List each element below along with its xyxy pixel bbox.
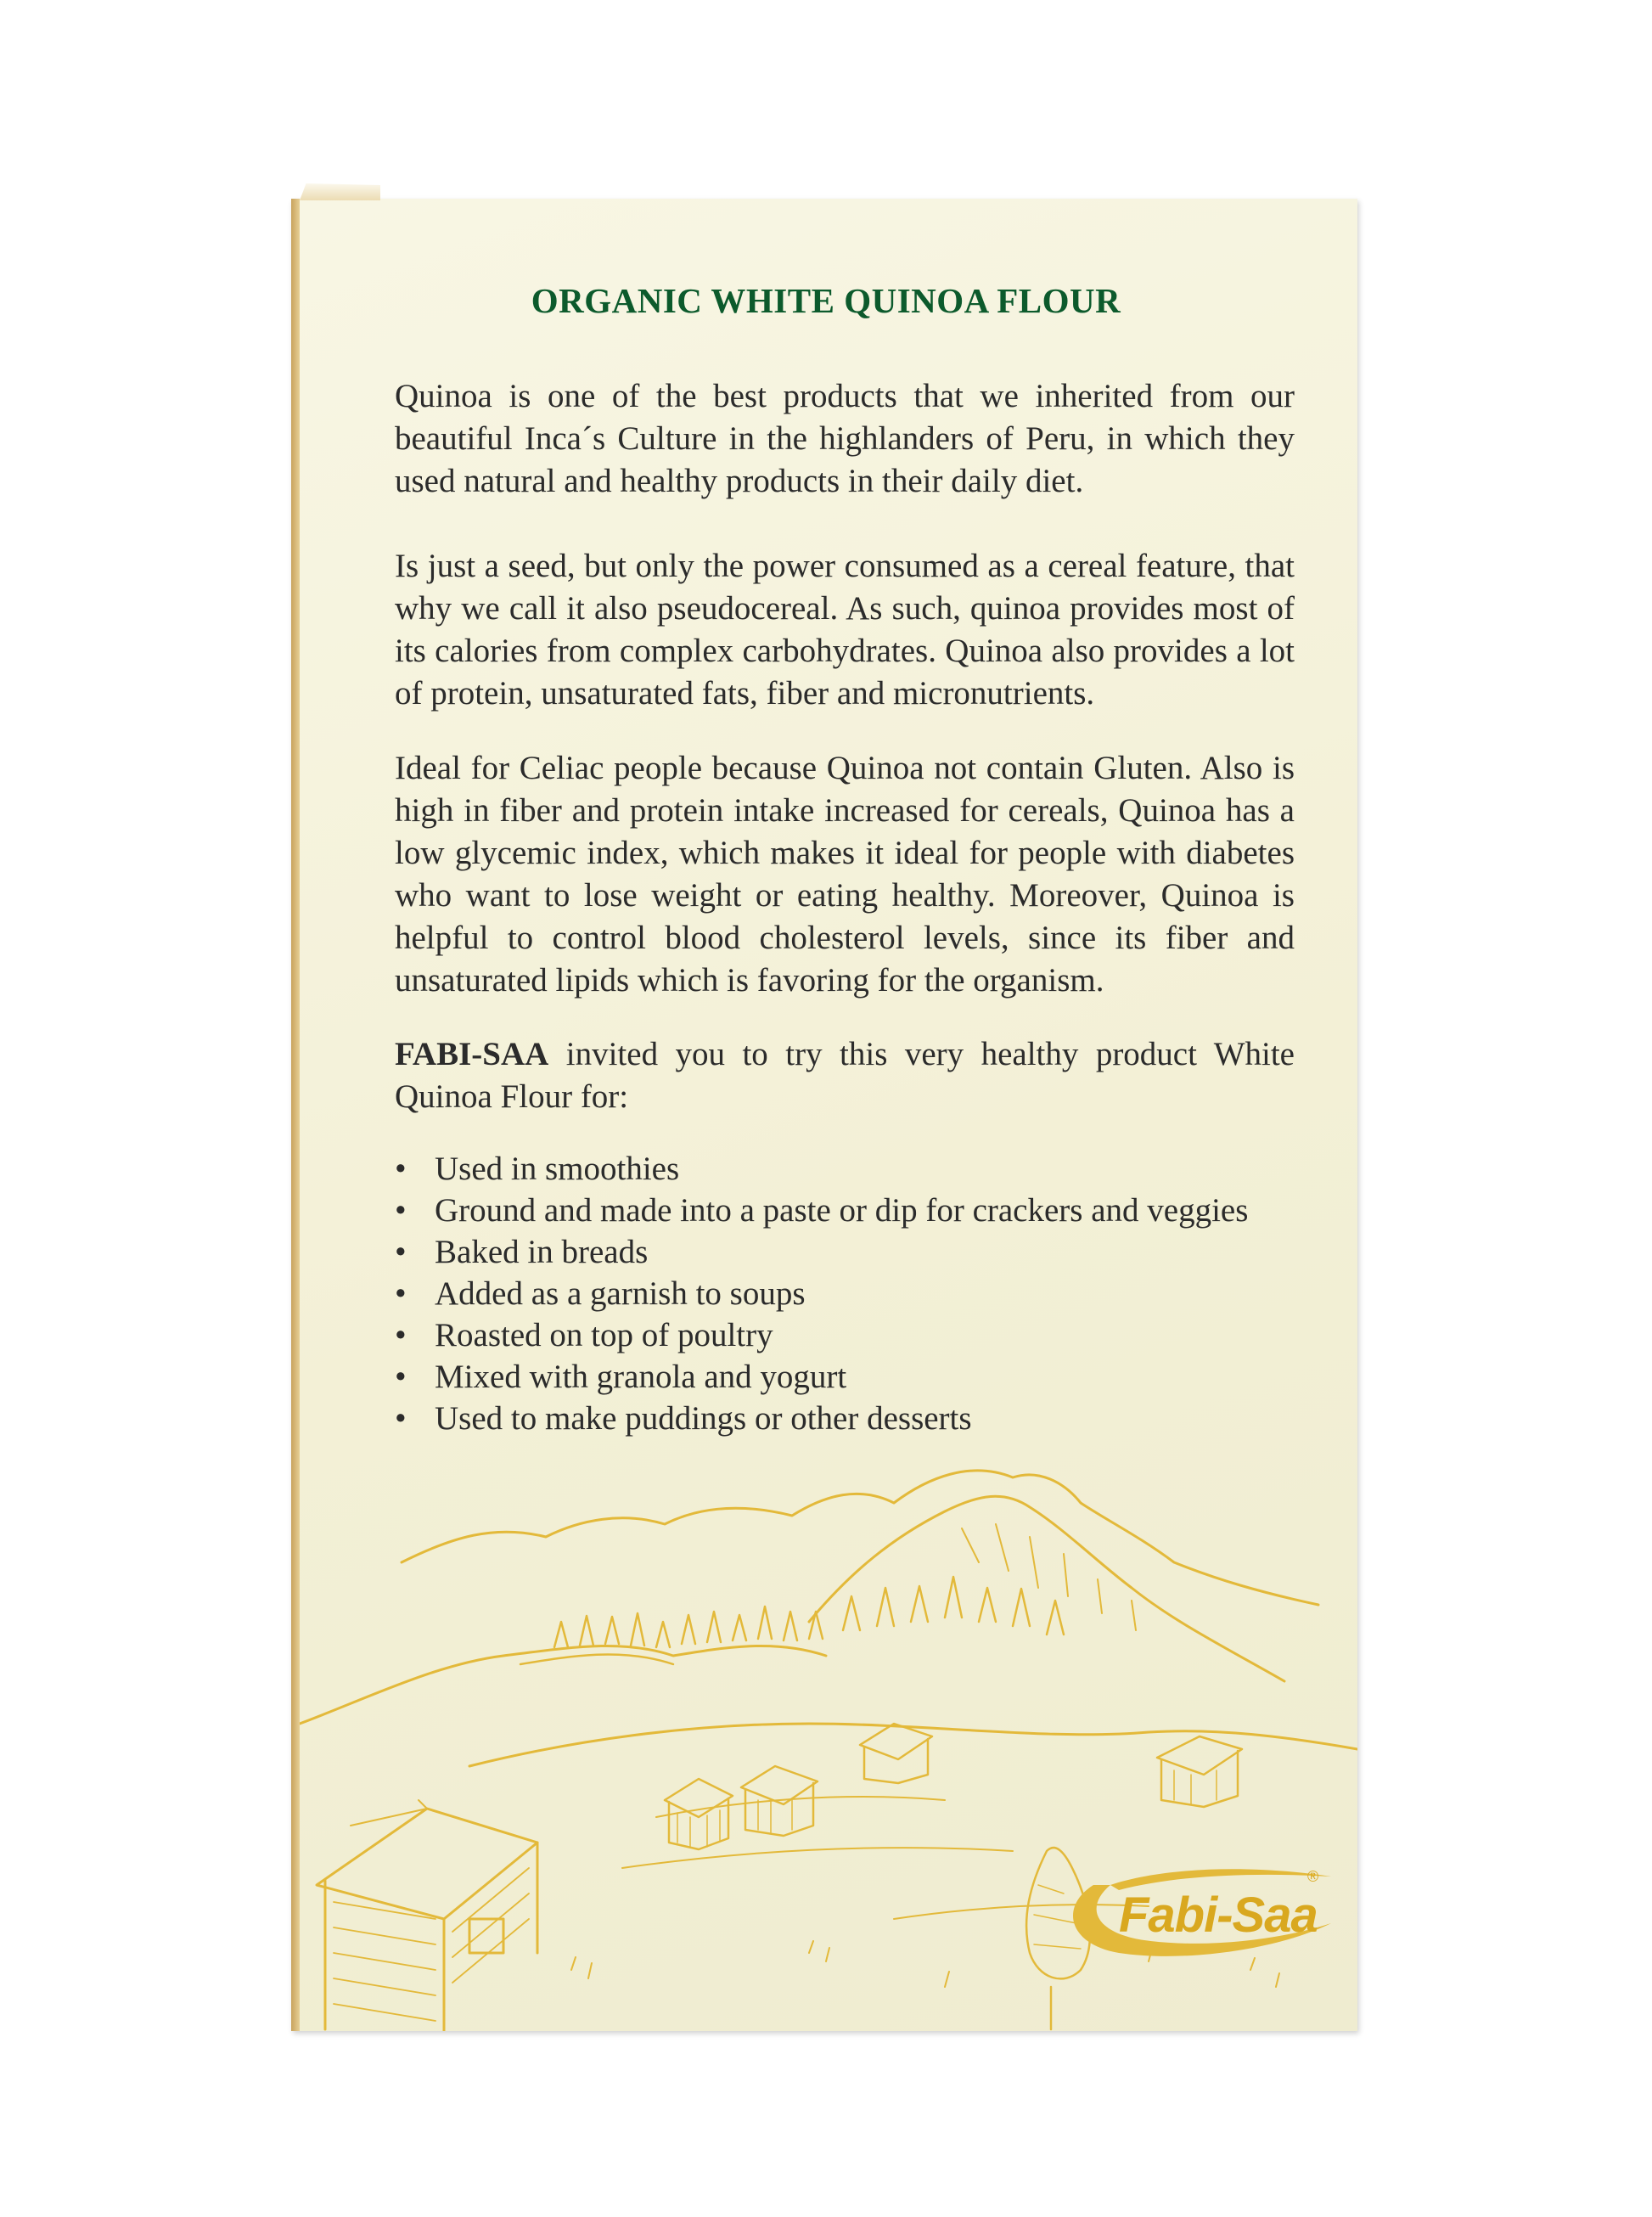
paragraph-origin: Quinoa is one of the best products that we inherited from our beautiful Inca´s Culture in the highlanders of Peru, in which they used natural and healthy products in their daily diet.: [395, 378, 1295, 499]
list-item-label: Used to make puddings or other desserts: [435, 1400, 972, 1437]
uses-list: [386, 1148, 1320, 1439]
list-item: [386, 1148, 1320, 1190]
trees-right: [843, 1577, 1064, 1635]
list-item: [386, 1273, 1320, 1314]
list-item: [386, 1190, 1320, 1231]
bullet: •: [395, 1151, 407, 1187]
product-title: ORGANIC WHITE QUINOA FLOUR: [531, 281, 1121, 320]
bullet: •: [395, 1359, 407, 1395]
list-item: [386, 1356, 1320, 1398]
brand-name: FABI-SAA: [395, 1036, 549, 1072]
bullet: •: [395, 1275, 407, 1312]
bullet: •: [395, 1317, 407, 1353]
list-item: [386, 1231, 1320, 1273]
list-item: [386, 1314, 1320, 1356]
paragraph-nutrition: Is just a seed, but only the power consumed as a cereal feature, that why we call it also pseudocereal. As such, quinoa provides most of its calories from complex carbohydrates. Quinoa also provides a lot of protein, unsaturated fats, fiber and micronutrients.: [395, 548, 1295, 712]
mountain-range-far: [402, 1471, 1318, 1605]
list-item: [386, 1398, 1320, 1439]
package-side-edge: [291, 199, 300, 2031]
hut-upper: [860, 1724, 932, 1783]
list-item-label: Baked in breads: [435, 1234, 649, 1270]
bullet: •: [395, 1192, 407, 1229]
bullet: •: [395, 1234, 407, 1270]
house-large: [317, 1800, 537, 2031]
registered-mark: ®: [1307, 1868, 1319, 1885]
package-top-flap: [300, 183, 380, 200]
list-item-label: Roasted on top of poultry: [435, 1317, 773, 1353]
list-item-label: Added as a garnish to soups: [435, 1275, 806, 1312]
list-item-label: Mixed with granola and yogurt: [435, 1359, 847, 1395]
list-item-label: Used in smoothies: [435, 1151, 680, 1187]
paragraph-invitation: [395, 1033, 1295, 1118]
brand-logo-text: Fabi-Saa: [1119, 1888, 1318, 1943]
mountain-main-peak: [809, 1496, 1284, 1681]
paragraph-health: Ideal for Celiac people because Quinoa not contain Gluten. Also is high in fiber and protein intake increased for cereals, Quinoa has a low glycemic index, which makes it ideal for people with diabetes who want to lose weight or eating healthy. Moreover, Quinoa is helpful to control blood cholesterol levels, since its fiber and unsaturated lipids which is favoring for the organism.: [395, 750, 1295, 999]
hut-right: [1157, 1736, 1242, 1807]
mountain-shading: [962, 1524, 1136, 1630]
invitation-text: invited you to try this very healthy product White Quinoa Flour for:: [395, 1036, 1295, 1115]
list-item-label: Ground and made into a paste or dip for crackers and veggies: [435, 1192, 1249, 1229]
bullet: •: [395, 1400, 407, 1437]
